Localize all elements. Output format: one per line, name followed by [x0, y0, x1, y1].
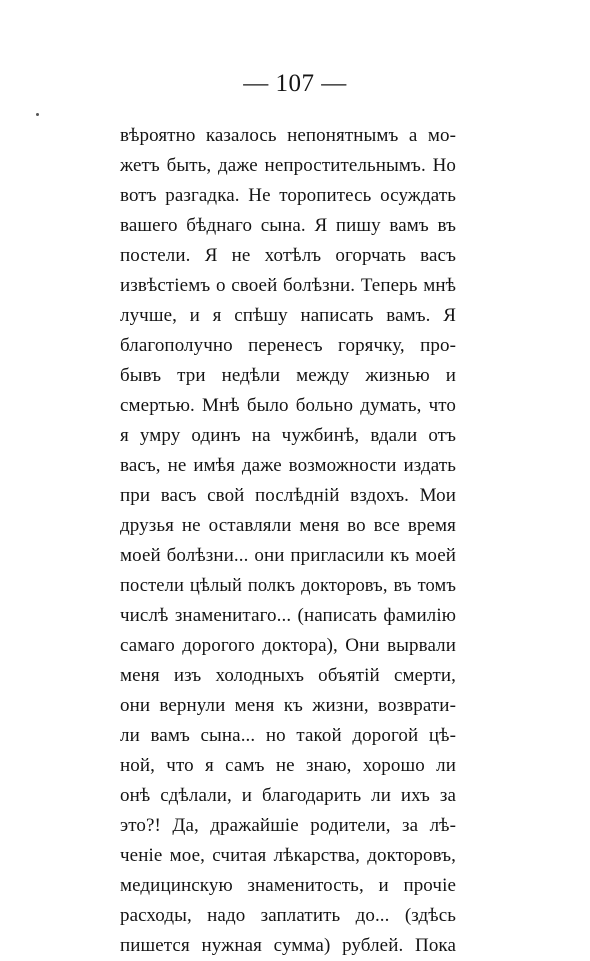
text-line: я умру одинъ на чужбинѣ, вдали отъ	[120, 425, 456, 446]
text-line: извѣстіемъ о своей болѣзни. Теперь мнѣ	[120, 275, 456, 296]
text-line: медицинскую знаменитость, и прочіе	[120, 875, 456, 896]
text-line: вашего бѣднаго сына. Я пишу вамъ въ	[120, 215, 456, 236]
text-line: жетъ быть, даже непростительнымъ. Но	[120, 155, 456, 176]
text-line: благополучно перенесъ горячку, про-	[120, 335, 456, 356]
text-line: самаго дорогого доктора), Они вырвали	[120, 635, 456, 656]
body-text	[120, 121, 456, 961]
text-line: онѣ сдѣлали, и благодарить ли ихъ за	[120, 785, 456, 806]
print-speck	[36, 113, 39, 116]
text-line: ной, что я самъ не знаю, хорошо ли	[120, 755, 456, 776]
text-line: лучше, и я спѣшу написать вамъ. Я	[120, 305, 456, 326]
text-line: меня изъ холодныхъ объятій смерти,	[120, 665, 456, 686]
text-line: вѣроятно казалось непонятнымъ а мо-	[120, 125, 456, 146]
text-line: пишется нужная сумма) рублей. Пока	[120, 935, 456, 956]
text-line: смертью. Мнѣ было больно думать, что	[120, 395, 456, 416]
text-line: васъ, не имѣя даже возможности издать	[120, 455, 456, 476]
text-line: моей болѣзни... они пригласили къ моей	[120, 545, 456, 566]
text-line: числѣ знаменитаго... (написать фамилію	[120, 605, 456, 626]
text-line: постели. Я не хотѣлъ огорчать васъ	[120, 245, 456, 266]
text-line: они вернули меня къ жизни, возврати-	[120, 695, 456, 716]
text-line: при васъ свой послѣдній вздохъ. Мои	[120, 485, 456, 506]
text-line: ли вамъ сына... но такой дорогой цѣ-	[120, 725, 456, 746]
text-line: бывъ три недѣли между жизнью и	[120, 365, 456, 386]
text-line: ченіе мое, считая лѣкарства, докторовъ,	[120, 845, 456, 866]
text-line: постели цѣлый полкъ докторовъ, въ томъ	[120, 576, 456, 596]
text-line: расходы, надо заплатить до... (здѣсь	[120, 905, 456, 926]
text-line: друзья не оставляли меня во все время	[120, 515, 456, 536]
text-line: вотъ разгадка. Не торопитесь осуждать	[120, 185, 456, 206]
page-number: — 107 —	[243, 70, 347, 97]
text-line: это?! Да, дражайшіе родители, за лѣ-	[120, 815, 456, 836]
